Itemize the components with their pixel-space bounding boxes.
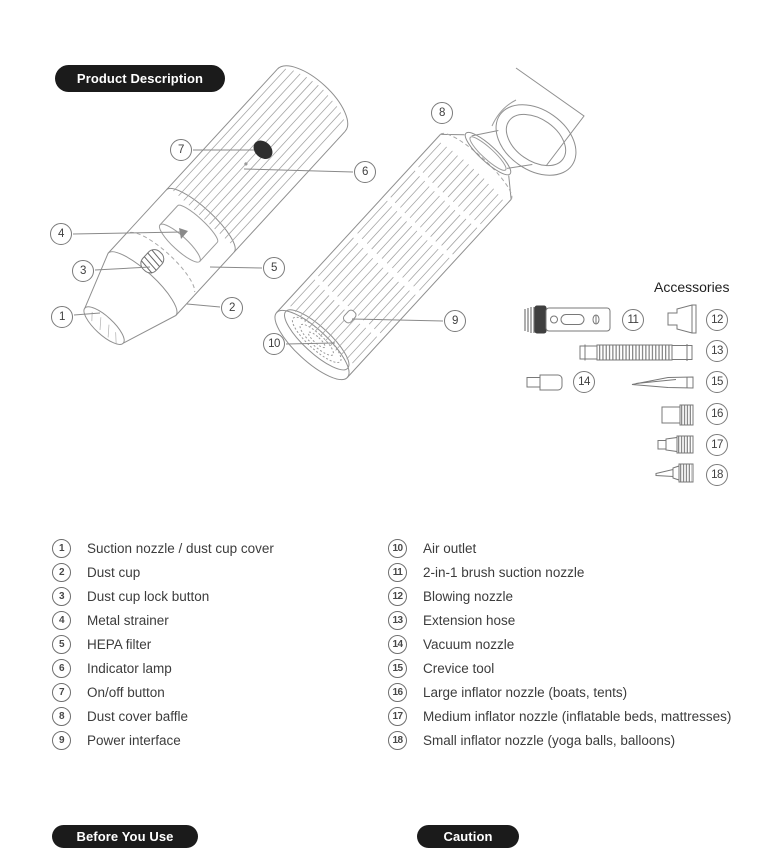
callout-9: 9 xyxy=(444,310,466,332)
extension-hose-drawing xyxy=(580,344,692,361)
vacuum-nozzle-drawing xyxy=(527,375,562,390)
callout-8: 8 xyxy=(431,102,453,124)
callout-10: 10 xyxy=(263,333,285,355)
legend-number-badge: 4 xyxy=(52,611,71,630)
legend-number-badge: 18 xyxy=(388,731,407,750)
legend-item xyxy=(388,536,731,560)
legend-number-badge: 1 xyxy=(52,539,71,558)
legend-item xyxy=(52,560,274,584)
callout-4: 4 xyxy=(50,223,72,245)
callout-3: 3 xyxy=(72,260,94,282)
legend-label: Dust cover baffle xyxy=(87,708,189,724)
legend-label: Large inflator nozzle (boats, tents) xyxy=(423,684,628,700)
callout-5: 5 xyxy=(263,257,285,279)
legend-label: Suction nozzle / dust cup cover xyxy=(87,540,274,556)
legend-number-badge: 9 xyxy=(52,731,71,750)
brush-suction-nozzle-drawing xyxy=(525,306,610,333)
legend-label: Power interface xyxy=(87,732,181,748)
legend-number-badge: 2 xyxy=(52,563,71,582)
before-you-use-badge: Before You Use xyxy=(52,825,198,848)
legend-item xyxy=(52,680,274,704)
caution-badge: Caution xyxy=(417,825,519,848)
legend-item xyxy=(52,608,274,632)
legend-item xyxy=(52,632,274,656)
legend-item xyxy=(52,536,274,560)
callout-14: 14 xyxy=(573,371,595,393)
legend-label: Indicator lamp xyxy=(87,660,172,676)
legend-number-badge: 10 xyxy=(388,539,407,558)
legend-label: Blowing nozzle xyxy=(423,588,514,604)
callout-13: 13 xyxy=(706,340,728,362)
legend-item xyxy=(388,680,731,704)
legend-label: Crevice tool xyxy=(423,660,495,676)
legend-item xyxy=(388,728,731,752)
legend-label: Dust cup xyxy=(87,564,141,580)
legend-number-badge: 12 xyxy=(388,587,407,606)
legend-number-badge: 8 xyxy=(52,707,71,726)
legend-label: Air outlet xyxy=(423,540,477,556)
legend-label: Extension hose xyxy=(423,612,516,628)
legend-item xyxy=(52,584,274,608)
power-interface-drawing xyxy=(342,309,357,325)
callout-12: 12 xyxy=(706,309,728,331)
right-vacuum-drawing xyxy=(266,103,540,389)
callout-1: 1 xyxy=(51,306,73,328)
lock-button-drawing xyxy=(138,246,167,276)
legend-column-right xyxy=(388,536,731,752)
legend-label: HEPA filter xyxy=(87,636,152,652)
crevice-tool-drawing xyxy=(632,377,693,388)
legend-number-badge: 7 xyxy=(52,683,71,702)
legend-number-badge: 15 xyxy=(388,659,407,678)
blowing-nozzle-drawing xyxy=(668,305,696,333)
legend-label: Small inflator nozzle (yoga balls, balloons) xyxy=(423,732,676,748)
callout-16: 16 xyxy=(706,403,728,425)
legend-label: On/off button xyxy=(87,684,165,700)
legend-item xyxy=(388,560,731,584)
legend-label: Dust cup lock button xyxy=(87,588,210,604)
legend-number-badge: 16 xyxy=(388,683,407,702)
medium-inflator-nozzle-drawing xyxy=(658,436,693,453)
accessories-title: Accessories xyxy=(654,279,730,295)
legend-label: Medium inflator nozzle (inflatable beds, mattresses) xyxy=(423,708,732,724)
legend-number-badge: 11 xyxy=(388,563,407,582)
callout-18: 18 xyxy=(706,464,728,486)
legend-number-badge: 17 xyxy=(388,707,407,726)
legend-column-left xyxy=(52,536,274,752)
callout-11: 11 xyxy=(622,309,644,331)
callout-7: 7 xyxy=(170,139,192,161)
legend-item xyxy=(52,704,274,728)
legend-label: Vacuum nozzle xyxy=(423,636,515,652)
legend-number-badge: 14 xyxy=(388,635,407,654)
legend-item xyxy=(388,704,731,728)
legend-item xyxy=(388,608,731,632)
large-inflator-nozzle-drawing xyxy=(662,405,693,425)
callout-2: 2 xyxy=(221,297,243,319)
legend-number-badge: 13 xyxy=(388,611,407,630)
legend-item xyxy=(388,656,731,680)
legend-item xyxy=(388,632,731,656)
small-inflator-nozzle-drawing xyxy=(656,464,693,482)
legend-number-badge: 5 xyxy=(52,635,71,654)
legend-item xyxy=(52,728,274,752)
callout-17: 17 xyxy=(706,434,728,456)
legend-number-badge: 6 xyxy=(52,659,71,678)
callout-6: 6 xyxy=(354,161,376,183)
left-vacuum-drawing xyxy=(64,54,358,363)
legend-label: 2-in-1 brush suction nozzle xyxy=(423,564,585,580)
legend-label: Metal strainer xyxy=(87,612,169,628)
product-description-badge: Product Description xyxy=(55,65,225,92)
callout-15: 15 xyxy=(706,371,728,393)
legend-item xyxy=(52,656,274,680)
legend-item xyxy=(388,584,731,608)
legend-number-badge: 3 xyxy=(52,587,71,606)
